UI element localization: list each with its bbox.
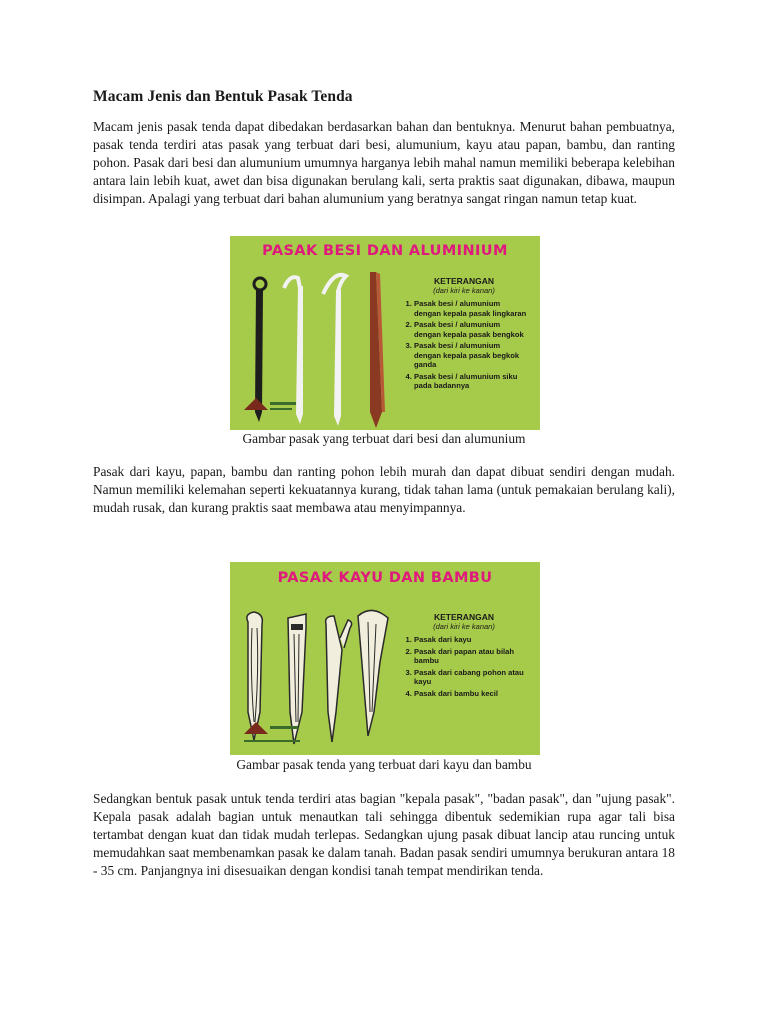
- legend-subheading: (dari kiri ke kanan): [433, 286, 495, 295]
- double-hook-peg-icon: [323, 275, 346, 426]
- figure-legend: [400, 612, 528, 700]
- legend-item: 3. Pasak dari cabang pohon atau kayu: [414, 668, 528, 687]
- legend-item: 4. Pasak besi / alumunium siku pada badannya: [414, 372, 528, 391]
- legend-list: [400, 635, 528, 698]
- paragraph-2: Pasak dari kayu, papan, bambu dan ranting pohon lebih murah dan dapat dibuat sendiri dengan mudah. Namun memiliki kelemahan seperti kekuatannya kurang, tidak tahan lama (untuk pemakaian berulang kali), mudah rusak, dan kurang praktis saat membawa atau menyimpannya.: [93, 464, 675, 515]
- figure-title: PASAK BESI DAN ALUMINIUM: [262, 243, 508, 259]
- figure-caption: Gambar pasak tenda yang terbuat dari kayu dan bambu: [236, 757, 532, 772]
- legend-heading: KETERANGAN: [434, 612, 494, 622]
- legend-item: 4. Pasak dari bambu kecil: [414, 689, 528, 699]
- figure-caption: Gambar pasak yang terbuat dari besi dan alumunium: [242, 431, 526, 446]
- paragraph-3: Sedangkan bentuk pasak untuk tenda terdiri atas bagian "kepala pasak", "badan pasak", dan "ujung pasak". Kepala pasak adalah bagian untuk menautkan tali sehingga dibentuk sedemikian rupa agar tali bisa tertambat dengan kuat dan tidak mudah terlepas. Sedangkan ujung pasak dibuat lancip atau runcing untuk memudahkan saat membenamkan pasak ke dalam tanah. Badan pasak sendiri umumnya berukuran antara 18 - 35 cm. Panjangnya ini disesuaikan dengan kondisi tanah tempat mendirikan tenda.: [93, 791, 675, 878]
- watermark-logo-icon: [240, 716, 304, 746]
- page-title: Macam Jenis dan Bentuk Pasak Tenda: [93, 88, 353, 105]
- figure-wood-bamboo: [230, 562, 540, 755]
- legend-heading: KETERANGAN: [434, 276, 494, 286]
- legend-list: [400, 299, 528, 391]
- figure-title: PASAK KAYU DAN BAMBU: [277, 570, 493, 586]
- legend-item: 2. Pasak dari papan atau bilah bambu: [414, 647, 528, 666]
- legend-item: 1. Pasak besi / alumunium dengan kepala pasak lingkaran: [414, 299, 528, 318]
- legend-item: 1. Pasak dari kayu: [414, 635, 528, 645]
- legend-subheading: (dari kiri ke kanan): [433, 622, 495, 631]
- paragraph-1: Macam jenis pasak tenda dapat dibedakan berdasarkan bahan dan bentuknya. Menurut bahan pembuatnya, pasak tenda terdiri atas pasak yang terbuat dari besi, alumunium, kayu atau papan, bambu, dan ranting pohon. Pasak dari besi dan alumunium umumnya harganya lebih mahal namun memiliki beberapa kelebihan antara lain lebih kuat, awet dan bisa digunakan berulang kali, serta praktis saat digunakan, dibawa, maupun disimpan. Apalagi yang terbuat dari bahan alumunium yang beratnya sangat ringan namun tetap kuat.: [93, 119, 675, 206]
- figure-legend: [400, 276, 528, 393]
- branch-stake-icon: [326, 616, 352, 742]
- legend-item: 3. Pasak besi / alumunium dengan kepala pasak begkok ganda: [414, 341, 528, 370]
- watermark-logo-icon: [240, 392, 300, 420]
- figure-iron-aluminium: [230, 236, 540, 430]
- angle-peg-icon: [370, 272, 385, 428]
- bamboo-stake-icon: [358, 610, 388, 736]
- legend-item: 2. Pasak besi / alumunium dengan kepala pasak bengkok: [414, 320, 528, 339]
